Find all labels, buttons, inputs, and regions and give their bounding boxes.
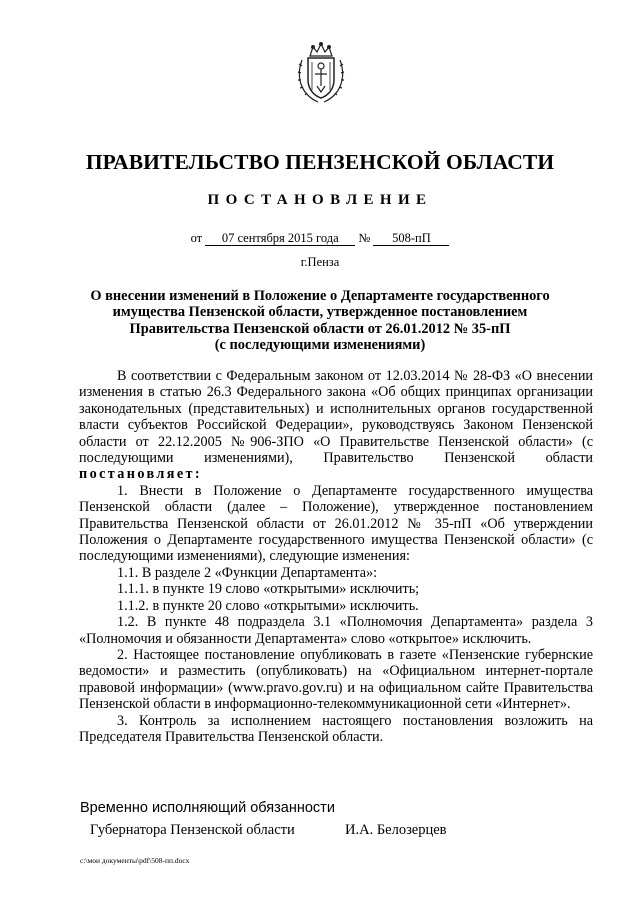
- coat-of-arms-icon: [296, 42, 346, 104]
- paragraph-1: 1. Внести в Положение о Департаменте государственного имущества Пензенской области (далее – Положение), утвержденное постановлением Правительства Пензенской области от 26.01.2012 № 35-пП «Об утверждении Положения о Департаменте государственного имущества Пензенской области» (с последующими изменениями), следующие изменения:: [79, 482, 593, 565]
- document-heading: [80, 288, 560, 354]
- paragraph-1-1: 1.1. В разделе 2 «Функции Департамента»:: [117, 564, 378, 581]
- decree-word: постановляет:: [79, 466, 203, 483]
- signatory-position-line2: Губернатора Пензенской области: [90, 822, 295, 838]
- document-number: 508-пП: [373, 231, 449, 246]
- file-path-footer: c:\мои документы\pdf\508-пп.docx: [80, 856, 190, 865]
- heading-line: (с последующими изменениями): [214, 337, 426, 354]
- signatory-position-line1: Временно исполняющий обязанности: [80, 800, 335, 816]
- paragraph-3: 3. Контроль за исполнением настоящего постановления возложить на Председателя Правительства Пензенской области.: [79, 712, 593, 745]
- document-date: 07 сентября 2015 года: [205, 231, 355, 246]
- preamble-text: В соответствии с Федеральным законом от 12.03.2014 № 28-ФЗ «О внесении изменения в статью 26.3 Федерального закона «Об общих принципах организации законодательных (представительных) и исполнительных органов государственной власти субъектов Российской Федерации», руководствуясь Законом Пензенской области от 22.12.2005 №906-ЗПО «О Правительстве Пензенской области» (с последующими изменениями), Правительство Пензенской области: [79, 368, 593, 467]
- paragraph-1-2: 1.2. В пункте 48 подраздела 3.1 «Полномочия Департамента» раздела 3 «Полномочия и обязанности Департамента» слово «открытое» исключить.: [79, 614, 593, 647]
- number-prefix: №: [358, 231, 371, 245]
- paragraph-1-1-1: 1.1.1. в пункте 19 слово «открытыми» исключить;: [117, 581, 420, 598]
- heading-line: имущества Пензенской области, утвержденное постановлением: [112, 304, 528, 321]
- date-number-line: [0, 231, 640, 246]
- paragraph-2: 2. Настоящее постановление опубликовать в газете «Пензенские губернские ведомости» и разместить (опубликовать) на «Официальном интернет-портале правовой информации» (www.pravo.gov.ru) и на официальном сайте Правительства Пензенской области в информационно-телекоммуникационной сети «Интернет».: [79, 646, 593, 713]
- signatory-name: И.А. Белозерцев: [345, 822, 447, 838]
- paragraph-1-1-2: 1.1.2. в пункте 20 слово «открытыми» исключить.: [117, 597, 419, 614]
- preamble-paragraph: [79, 368, 593, 483]
- government-title: ПРАВИТЕЛЬСТВО ПЕНЗЕНСКОЙ ОБЛАСТИ: [85, 150, 555, 174]
- heading-line: Правительства Пензенской области от 26.01.2012 № 35-пП: [129, 320, 511, 337]
- document-body: [79, 368, 593, 745]
- document-type: ПОСТАНОВЛЕНИЕ: [207, 192, 433, 208]
- date-prefix: от: [190, 231, 203, 245]
- heading-line: О внесении изменений в Положение о Департаменте государственного: [90, 288, 550, 304]
- city: г.Пенза: [300, 255, 340, 269]
